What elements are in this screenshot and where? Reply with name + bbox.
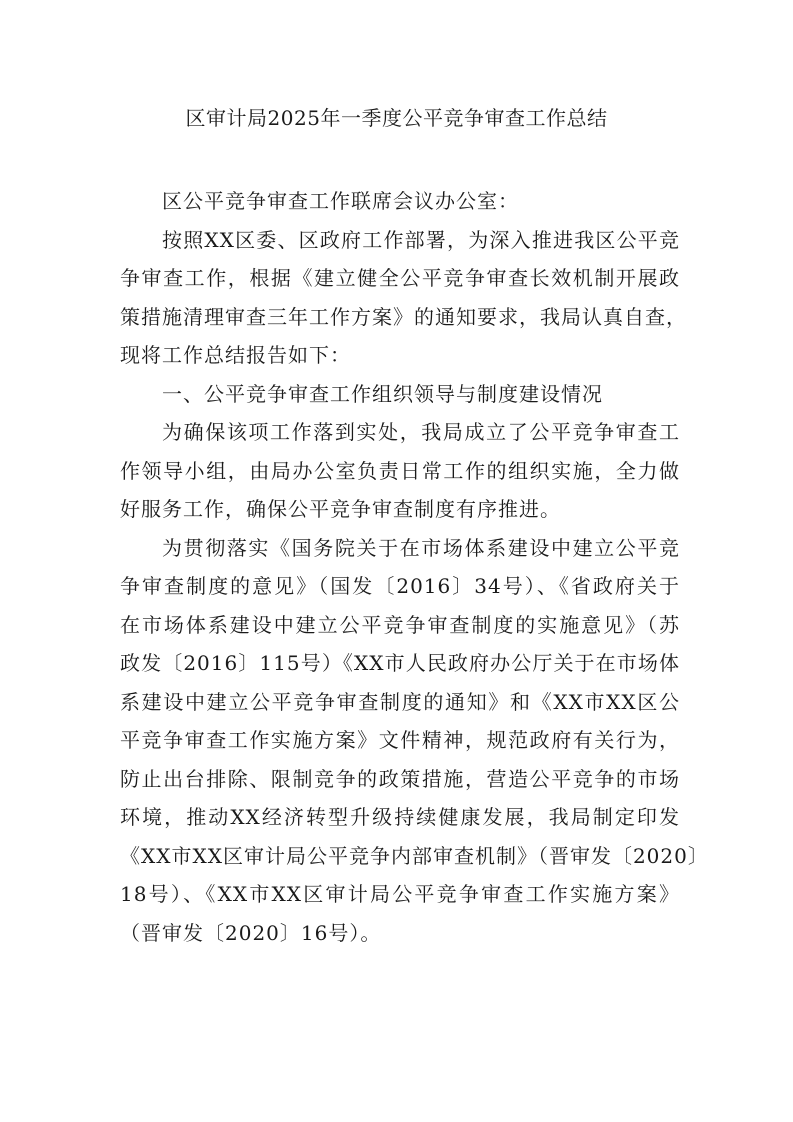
paragraph-line: 按照XX区委、区政府工作部署，为深入推进我区公平竞 xyxy=(162,227,680,252)
paragraph-line: 为确保该项工作落到实处，我局成立了公平竞争审查工 xyxy=(162,420,680,444)
paragraph-line: 策措施清理审查三年工作方案》的通知要求，我局认真自查， xyxy=(120,304,687,329)
paragraph-intro xyxy=(120,221,687,375)
paragraph-implementation xyxy=(120,529,709,953)
paragraph-line: 好服务工作，确保公平竞争审查制度有序推进。 xyxy=(120,497,561,521)
document-title: 区审计局2025年一季度公平竞争审查工作总结 xyxy=(185,106,608,130)
paragraph-line: 系建设中建立公平竞争审查制度的通知》和《XX市XX区公 xyxy=(120,689,680,714)
salutation-line: 区公平竞争审查工作联席会议办公室： xyxy=(162,189,519,213)
paragraph-line: 现将工作总结报告如下： xyxy=(120,343,351,367)
salutation xyxy=(120,182,680,221)
paragraph-line: （晋审发〔2020〕16号）。 xyxy=(120,920,382,945)
paragraph-line: 争审查工作，根据《建立健全公平竞争审查长效机制开展政 xyxy=(120,266,680,290)
paragraph-line: 防止出台排除、限制竞争的政策措施，营造公平竞争的市场 xyxy=(120,766,680,791)
paragraph-line: 18号）、《XX市XX区审计局公平竞争审查工作实施方案》 xyxy=(120,882,680,906)
paragraph-line: 政发〔2016〕115号）《XX市人民政府办公厅关于在市场体 xyxy=(120,651,680,675)
paragraph-line: 在市场体系建设中建立公平竞争审查制度的实施意见》（苏 xyxy=(120,612,680,637)
paragraph-line: 为贯彻落实《国务院关于在市场体系建设中建立公平竞 xyxy=(162,535,680,560)
section-heading-1 xyxy=(120,375,680,414)
paragraph-line: 争审查制度的意见》（国发〔2016〕34号）、《省政府关于 xyxy=(120,574,680,598)
paragraph-line: 平竞争审查工作实施方案》文件精神，规范政府有关行为， xyxy=(120,728,680,752)
paragraph-line: 《XX市XX区审计局公平竞争内部审查机制》（晋审发〔2020〕 xyxy=(120,843,709,868)
paragraph-line: 环境，推动XX经济转型升级持续健康发展，我局制定印发 xyxy=(120,805,680,829)
document-body xyxy=(120,182,709,952)
section-heading-line: 一、公平竞争审查工作组织领导与制度建设情况 xyxy=(162,381,603,406)
paragraph-organization xyxy=(120,413,680,529)
paragraph-line: 作领导小组，由局办公室负责日常工作的组织实施，全力做 xyxy=(120,458,680,483)
